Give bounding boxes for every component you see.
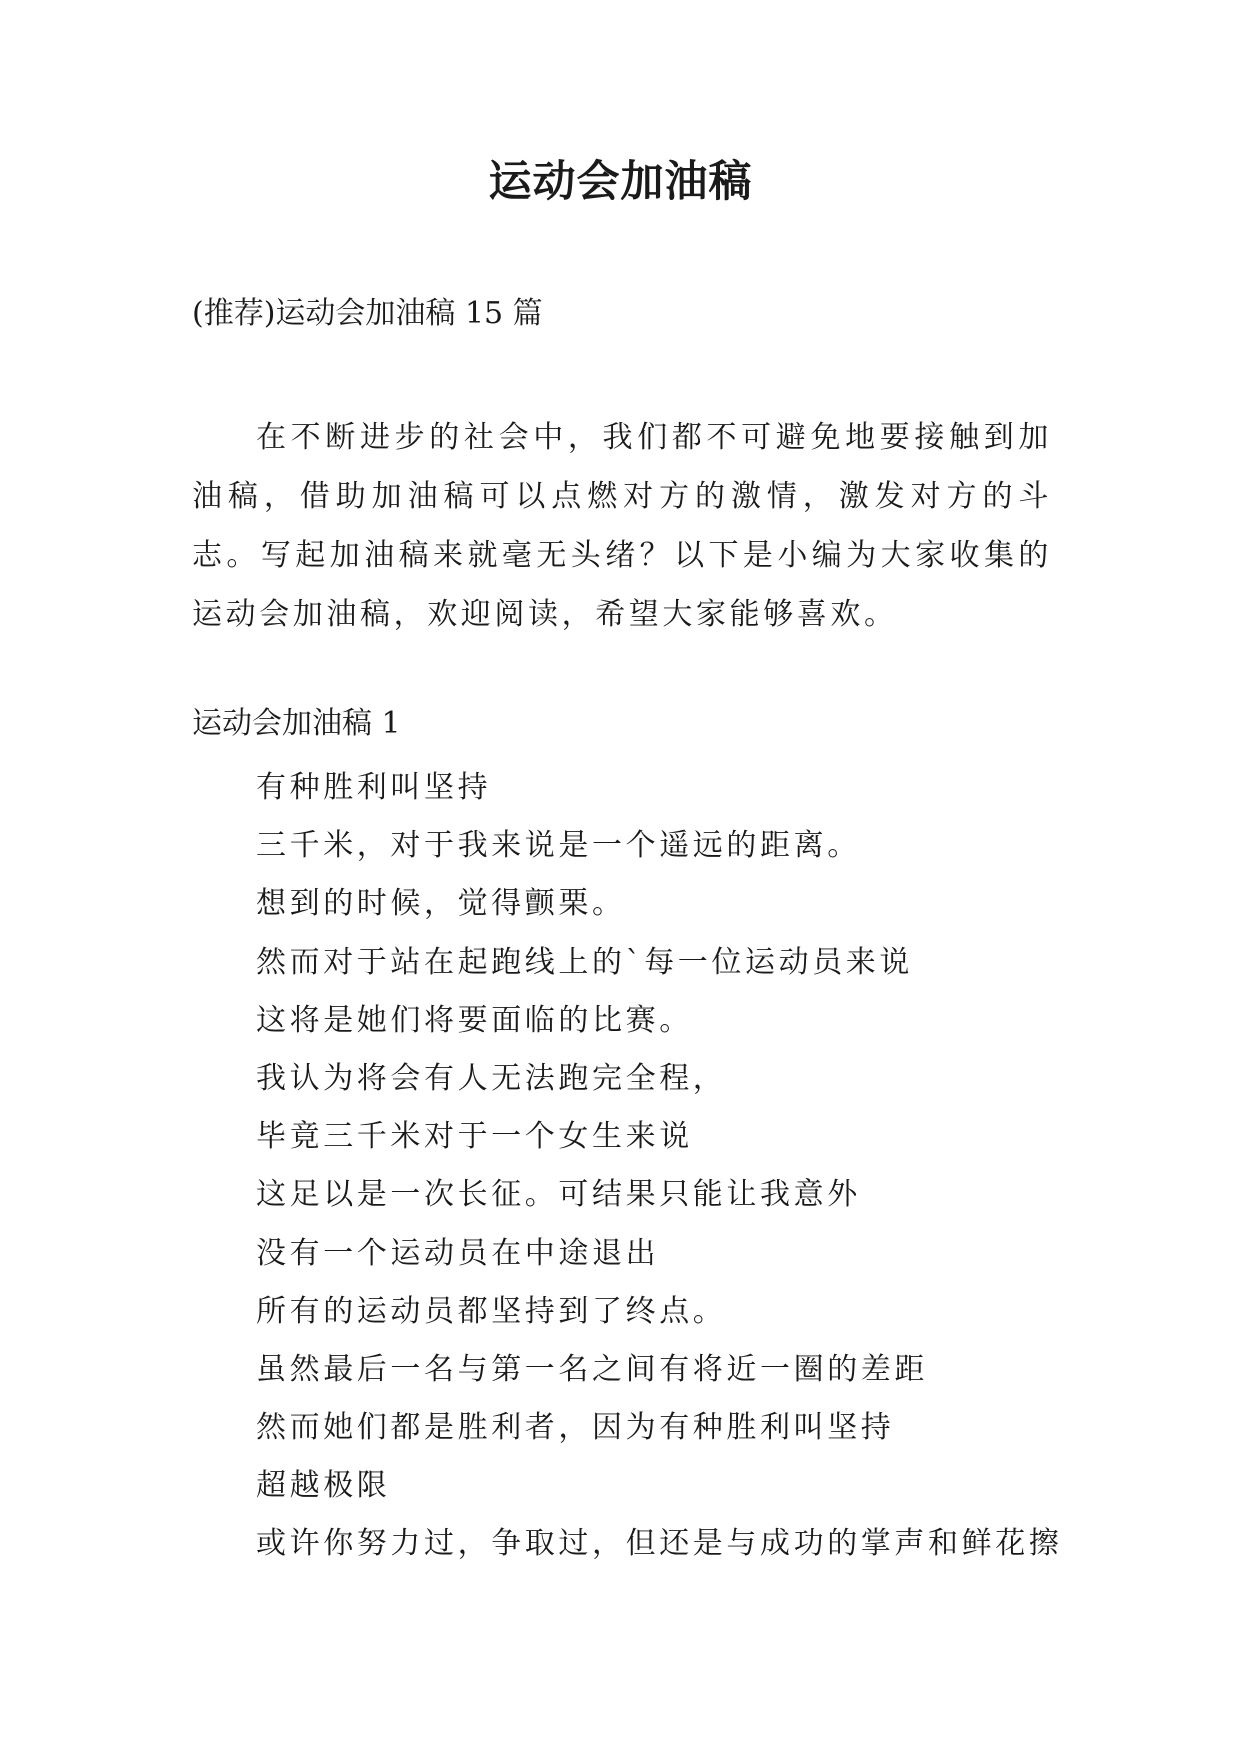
- document-title: 运动会加油稿: [488, 157, 753, 207]
- poem-line: 三千米，对于我来说是一个遥远的距离。: [256, 828, 861, 864]
- document-subtitle: (推荐)运动会加油稿 15 篇: [192, 296, 543, 331]
- section-heading: 运动会加油稿 1: [192, 706, 401, 741]
- poem-line: 我认为将会有人无法跑完全程，: [256, 1060, 727, 1096]
- poem-lines: [256, 759, 1076, 1574]
- poem-line: 然而对于站在起跑线上的`每一位运动员来说: [256, 944, 913, 980]
- intro-paragraph: 在不断进步的社会中，我们都不可避免地要接触到加油稿，借助加油稿可以点燃对方的激情，激发对方的斗志。写起加油稿来就毫无头绪？以下是小编为大家收集的运动会加油稿，欢迎阅读，希望大家能够喜欢。: [192, 420, 1052, 632]
- poem-line: 这将是她们将要面临的比赛。: [256, 1002, 693, 1038]
- poem-line: 有种胜利叫坚持: [256, 770, 492, 805]
- poem-line: 这足以是一次长征。可结果只能让我意外: [256, 1177, 861, 1213]
- poem-line: 没有一个运动员在中途退出: [256, 1235, 660, 1271]
- poem-line: 超越极限: [256, 1468, 391, 1504]
- poem-line: 或许你努力过，争取过，但还是与成功的掌声和鲜花擦: [256, 1526, 1063, 1562]
- poem-line: 想到的时候，觉得颤栗。: [256, 886, 626, 922]
- poem-line: 然而她们都是胜利者，因为有种胜利叫坚持: [256, 1410, 895, 1446]
- poem-line: 所有的运动员都坚持到了终点。: [256, 1293, 727, 1329]
- poem-line: 毕竟三千米对于一个女生来说: [256, 1119, 693, 1155]
- poem-line: 虽然最后一名与第一名之间有将近一圈的差距: [256, 1351, 928, 1387]
